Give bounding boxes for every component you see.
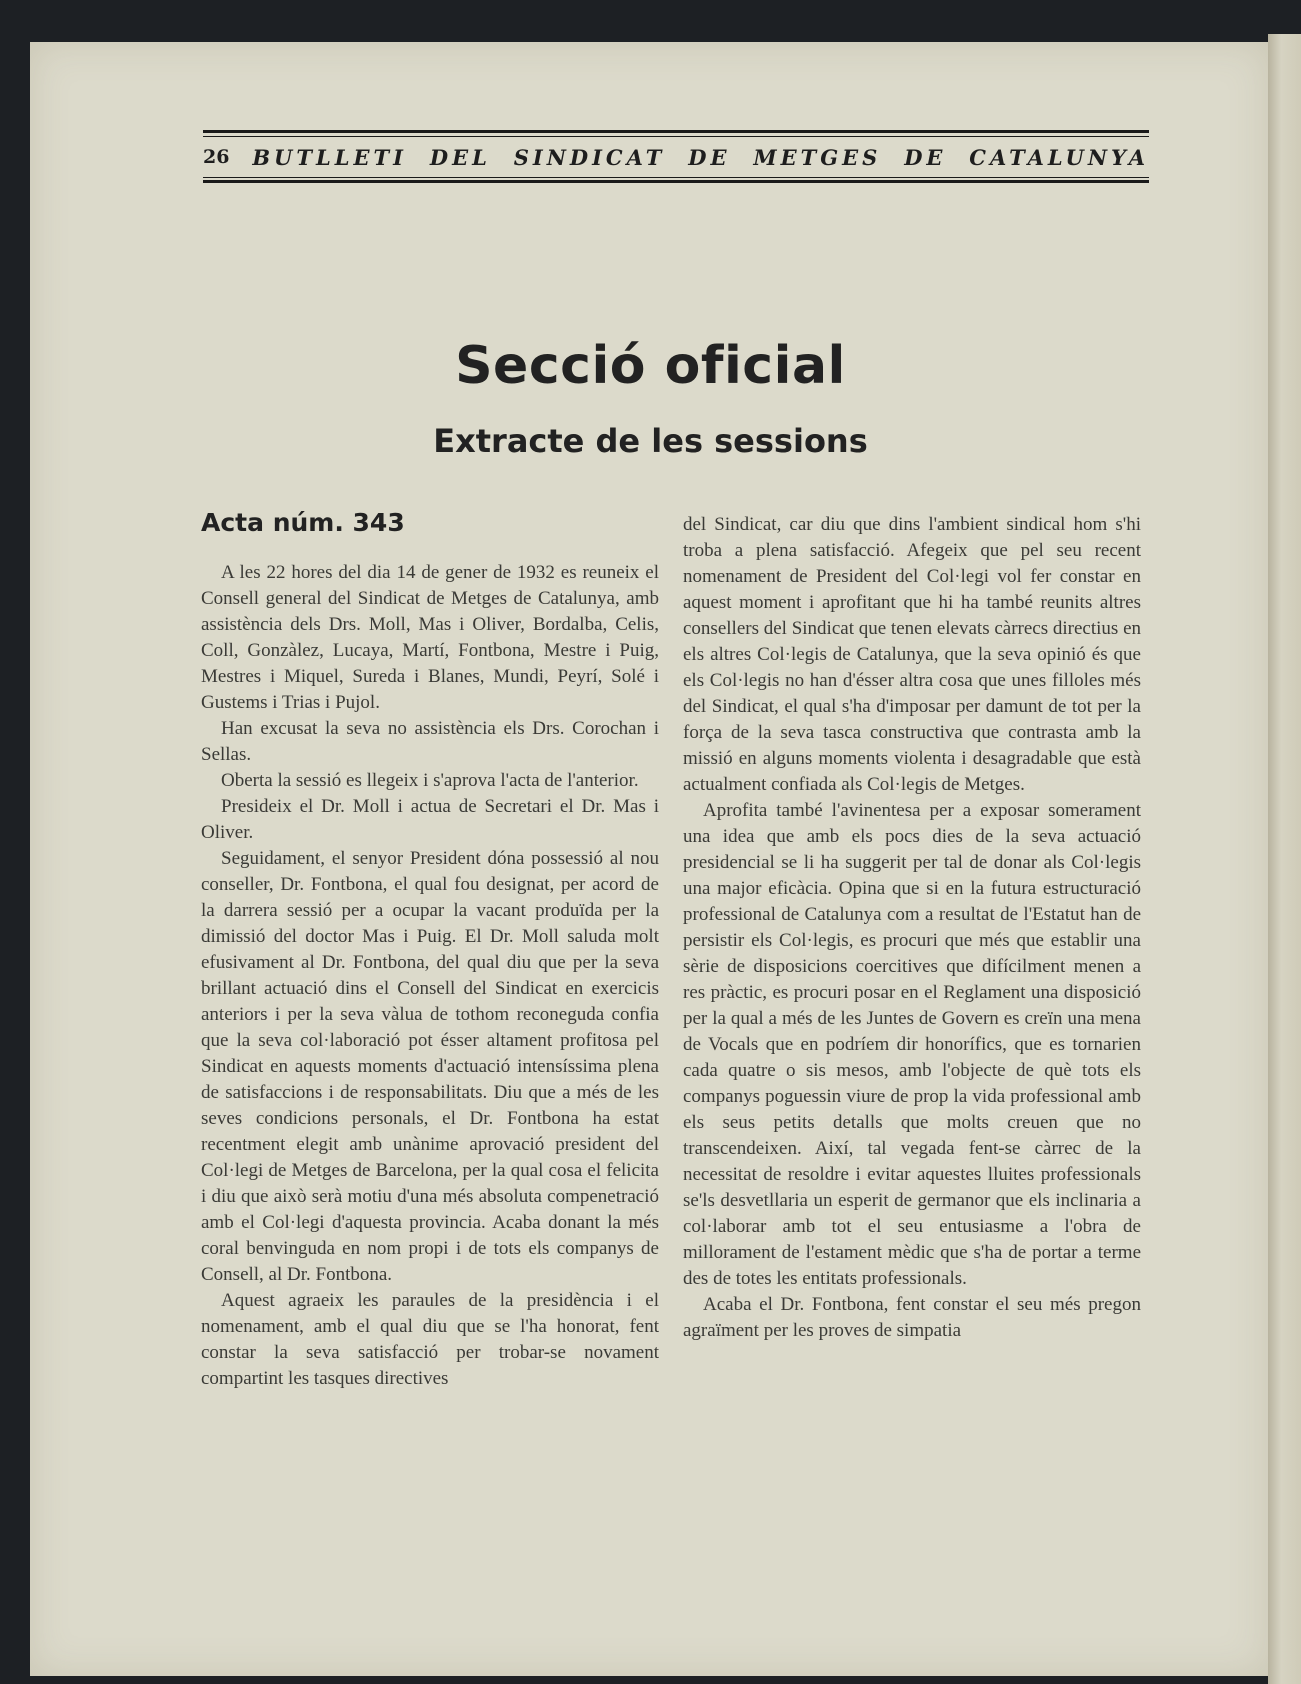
- paragraph: Han excusat la seva no assistència els Drs. Corochan i Sellas.: [201, 718, 659, 765]
- running-header: [203, 130, 1149, 186]
- paragraph: Seguidament, el senyor President dóna possessió al nou conseller, Dr. Fontbona, el qual fou designat, per acord de la darrera sessió per a ocupar la vacant produïda per la dimissió del doctor Mas i Puig. El Dr. Moll saluda molt efusivament al Dr. Fontbona, del qual diu que per la seva brillant actuació dins el Consell del Sindicat en exercicis anteriors i per la seva vàlua de tothom reconeguda confia que la seva col·laboració pot ésser altament profitosa pel Sindicat en aquests moments d'actuació intensíssima plena de satisfaccions i de responsabilitats. Diu que a més de les seves condicions personals, el Dr. Fontbona ha estat recentment elegit amb unànime aprovació president del Col·legi de Metges de Barcelona, per la qual cosa el felicita i diu que això serà motiu d'una més absoluta compenetració amb el Col·legi d'aquesta provincia. Acaba donant la més coral benvinguda en nom propi i de tots els companys de Consell, al Dr. Fontbona.: [201, 848, 659, 1285]
- header-word: DEL: [429, 144, 491, 170]
- header-rule-bottom: [203, 180, 1149, 183]
- header-rule-top-thin: [203, 136, 1149, 137]
- paragraph: Oberta la sessió es llegeix i s'aprova l'acta de l'anterior.: [221, 770, 639, 791]
- header-word: DE: [688, 144, 731, 170]
- paragraph: Aprofita també l'avinentesa per a exposar somerament una idea que amb els pocs dies de la seva actuació presidencial se li ha suggerit per tal de donar als Col·legis una major eficàcia. Opina que si en la futura estructuració professional de Catalunya com a resultat de l'Estatut han de persistir els Col·legis, es procuri que més que establir una sèrie de disposicions coercitives que difícilment menen a res pràctic, es procuri posar en el Reglament una disposició per la qual a més de les Juntes de Govern es creïn una mena de Vocals que en podríem dir honorífics, que es tornarien cada quatre o sis mesos, amb l'objecte de què tots els companys poguessin viure de prop la vida professional amb els seus petits detalls que molts creuen que no transcendeixen. Així, tal vegada fent-se càrrec de la necessitat de resoldre i evitar aquestes lluites professionals se'ls desvetllaria un esperit de germanor que els inclinaria a col·laborar amb tot el seu entusiasme a l'obra de millorament de l'estament mèdic que s'ha de portar a terme des de totes les entitats professionals.: [683, 800, 1141, 1289]
- header-word: DE: [904, 144, 947, 170]
- section-title: Secció oficial: [455, 336, 846, 396]
- header-rule-bottom-thin: [203, 177, 1149, 178]
- header-word: METGES: [753, 144, 882, 170]
- next-page-edge: [1268, 34, 1301, 1684]
- article-heading: Acta núm. 343: [201, 508, 405, 537]
- paragraph: del Sindicat, car diu que dins l'ambient sindical hom s'hi troba a plena satisfacció. Afegeix que pel seu recent nomenament de President del Col·legi vol fer constar en aquest moment i aprofitant que hi ha també reunits altres consellers del Sindicat que tenen elevats càrrecs directius en els altres Col·legis de Catalunya, que la seva opinió és que els Col·legis no han d'ésser altra cosa que unes filloles més del Sindicat, el qual s'ha d'imposar per damunt de tot per la força de la seva tasca constructiva que contrasta amb la missió en alguns moments violenta i desagradable que està actualment confiada als Col·legis de Metges.: [683, 514, 1141, 795]
- header-row: [203, 142, 1149, 172]
- header-rule-top: [203, 130, 1149, 133]
- header-word: CATALUNYA: [969, 144, 1149, 170]
- page-number: 26: [203, 146, 230, 168]
- text-column-right: [683, 512, 1141, 1344]
- paragraph: Aquest agraeix les paraules de la presidència i el nomenament, amb el qual diu que se l'ha honorat, fent constar la seva satisfacció per trobar-se novament compartint les tasques directives: [201, 1290, 659, 1389]
- header-word: SINDICAT: [513, 144, 666, 170]
- paragraph: A les 22 hores del dia 14 de gener de 1932 es reuneix el Consell general del Sindicat de Metges de Catalunya, amb assistència dels Drs. Moll, Mas i Oliver, Bordalba, Celis, Coll, Gonzàlez, Lucaya, Martí, Fontbona, Mestre i Puig, Mestres i Miquel, Sureda i Blanes, Mundi, Peyrí, Solé i Gustems i Trias i Pujol.: [201, 562, 659, 713]
- section-subtitle: Extracte de les sessions: [433, 422, 868, 460]
- header-word: BUTLLETI: [252, 144, 407, 170]
- paragraph: Presideix el Dr. Moll i actua de Secretari el Dr. Mas i Oliver.: [201, 796, 659, 843]
- text-column-left: [201, 508, 659, 1392]
- paragraph: Acaba el Dr. Fontbona, fent constar el seu més pregon agraïment per les proves de simpatia: [683, 1294, 1141, 1341]
